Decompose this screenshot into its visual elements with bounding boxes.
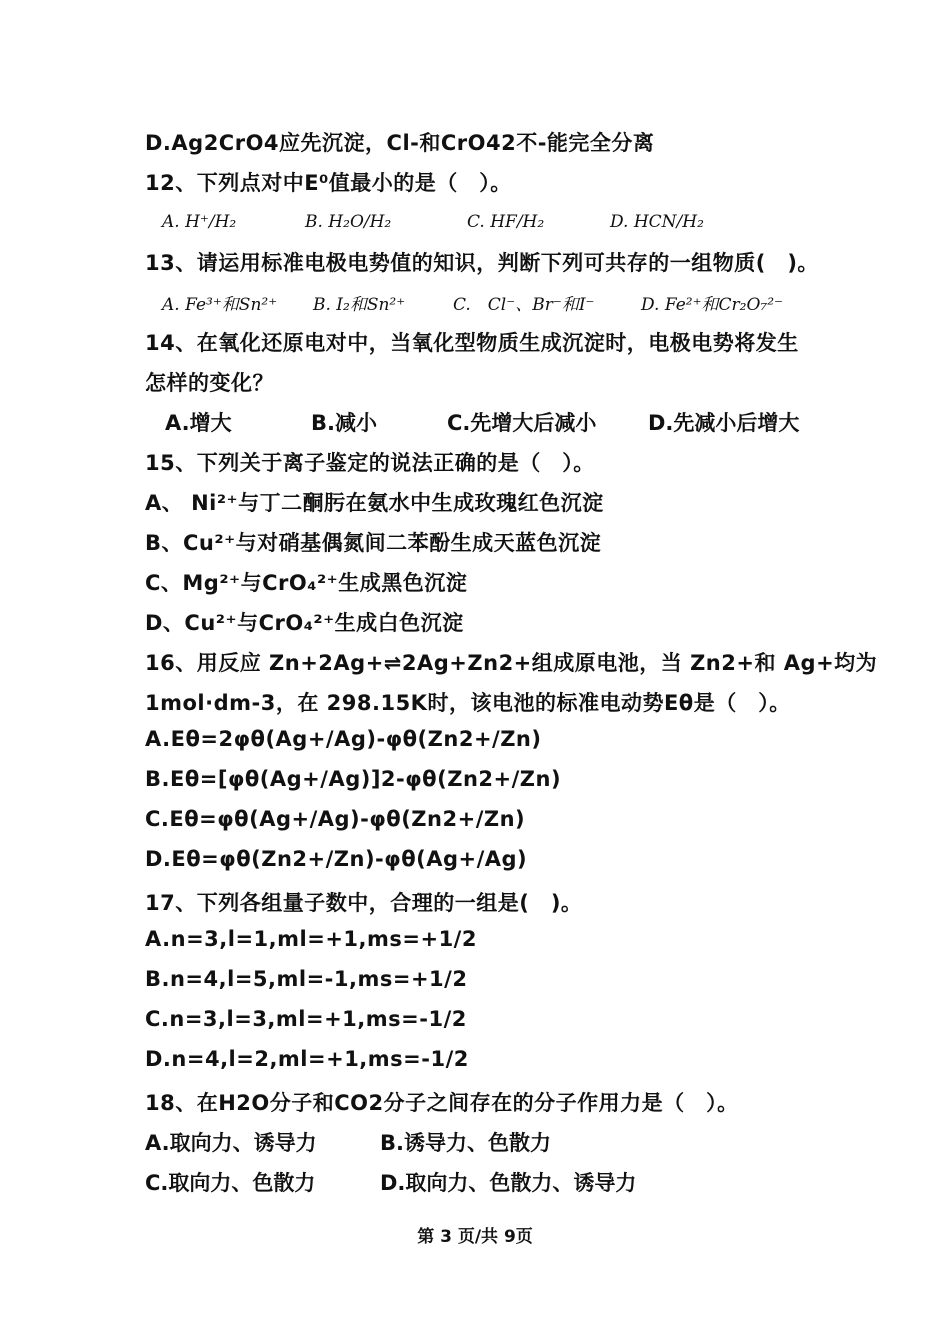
q12-option-b: B. H₂O/H₂	[305, 212, 392, 232]
q17-stem: 17、下列各组量子数中，合理的一组是( )。	[145, 891, 583, 915]
q13-option-c: C. Cl⁻、Br⁻和I⁻	[453, 295, 595, 315]
q13-option-a: A. Fe³⁺和Sn²⁺	[162, 295, 278, 315]
q15-option-b: B、Cu²⁺与对硝基偶氮间二苯酚生成天蓝色沉淀	[145, 531, 602, 555]
q18-option-c: C.取向力、色散力	[145, 1171, 316, 1195]
q13-stem: 13、请运用标准电极电势值的知识，判断下列可共存的一组物质( )。	[145, 251, 819, 275]
q18-option-b: B.诱导力、色散力	[380, 1131, 551, 1155]
q16-option-d: D.Eθ=φθ(Zn2+/Zn)-φθ(Ag+/Ag)	[145, 847, 528, 871]
page-number: 第 3 页/共 9页	[417, 1227, 533, 1247]
q17-option-b: B.n=4,l=5,ml=-1,ms=+1/2	[145, 967, 468, 991]
q17-option-a: A.n=3,l=1,ml=+1,ms=+1/2	[145, 927, 477, 951]
q14-stem-line2: 怎样的变化？	[145, 371, 274, 395]
q13-option-d: D. Fe²⁺和Cr₂O₇²⁻	[641, 295, 784, 315]
q16-option-c: C.Eθ=φθ(Ag+/Ag)-φθ(Zn2+/Zn)	[145, 807, 526, 831]
q15-option-c: C、Mg²⁺与CrO₄²⁺生成黑色沉淀	[145, 571, 468, 595]
q16-option-a: A.Eθ=2φθ(Ag+/Ag)-φθ(Zn2+/Zn)	[145, 727, 542, 751]
q16-stem-line2: 1mol·dm-3，在 298.15K时，该电池的标准电动势Eθ是（ ）。	[145, 691, 791, 715]
q11-option-d: D.Ag2CrO4应先沉淀，Cl-和CrO42不-能完全分离	[145, 131, 655, 155]
q17-option-c: C.n=3,l=3,ml=+1,ms=-1/2	[145, 1007, 467, 1031]
q14-option-a: A.增大	[165, 411, 232, 435]
q14-option-b: B.减小	[311, 411, 377, 435]
q15-stem: 15、下列关于离子鉴定的说法正确的是（ ）。	[145, 451, 595, 475]
q14-option-d: D.先减小后增大	[648, 411, 800, 435]
q12-option-c: C. HF/H₂	[467, 212, 545, 232]
q12-option-a: A. H⁺/H₂	[162, 212, 237, 232]
q17-option-d: D.n=4,l=2,ml=+1,ms=-1/2	[145, 1047, 469, 1071]
q18-option-d: D.取向力、色散力、诱导力	[380, 1171, 637, 1195]
q14-option-c: C.先增大后减小	[447, 411, 597, 435]
q12-stem: 12、下列点对中E⁰值最小的是（ ）。	[145, 171, 512, 195]
q13-option-b: B. I₂和Sn²⁺	[313, 295, 406, 315]
q16-option-b: B.Eθ=[φθ(Ag+/Ag)]2-φθ(Zn2+/Zn)	[145, 767, 562, 791]
q14-stem-line1: 14、在氧化还原电对中，当氧化型物质生成沉淀时，电极电势将发生	[145, 331, 799, 355]
q15-option-d: D、Cu²⁺与CrO₄²⁺生成白色沉淀	[145, 611, 464, 635]
q15-option-a: A、 Ni²⁺与丁二酮肟在氨水中生成玫瑰红色沉淀	[145, 491, 604, 515]
q12-option-d: D. HCN/H₂	[610, 212, 704, 232]
q16-stem-line1: 16、用反应 Zn+2Ag+⇌2Ag+Zn2+组成原电池，当 Zn2+和 Ag+均为	[145, 651, 878, 675]
q18-option-a: A.取向力、诱导力	[145, 1131, 317, 1155]
q18-stem: 18、在H2O分子和CO2分子之间存在的分子作用力是（ ）。	[145, 1091, 739, 1115]
